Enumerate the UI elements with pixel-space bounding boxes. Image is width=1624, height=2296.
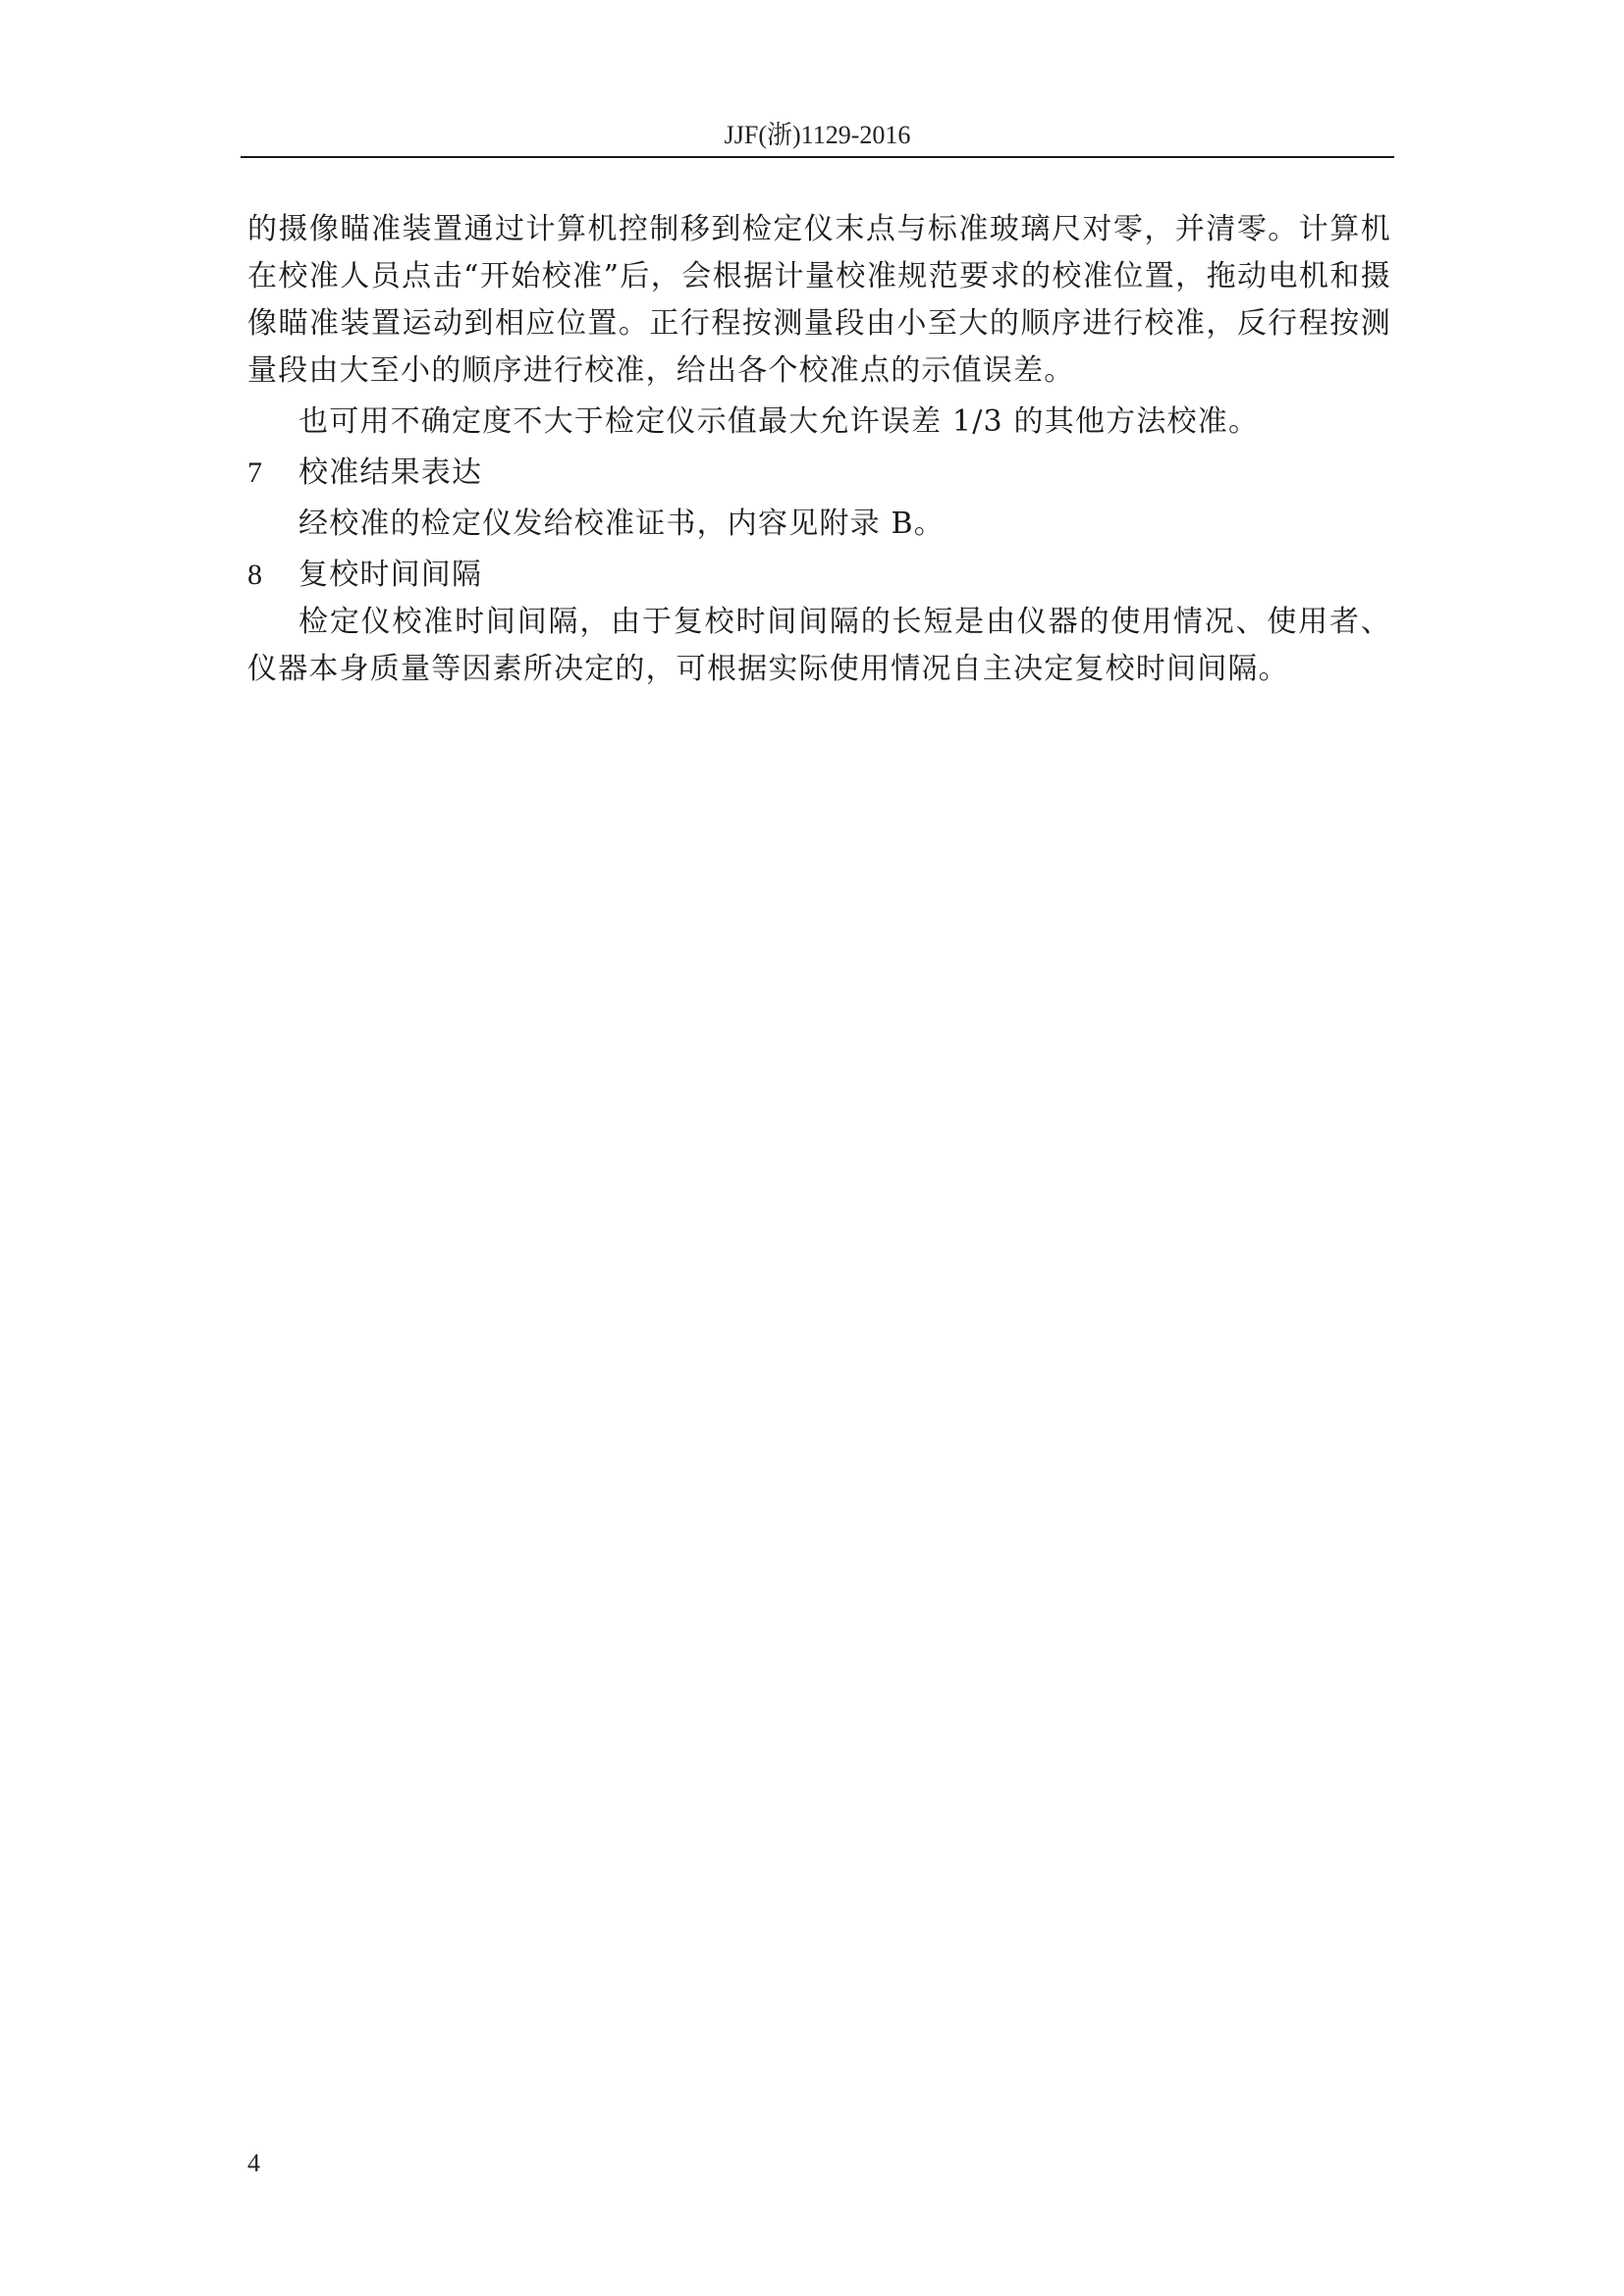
- section-7-heading: [247, 450, 1391, 497]
- running-header: JJF(浙)1129-2016: [724, 121, 911, 149]
- header-rule: [241, 156, 1394, 158]
- section-8-heading: [247, 552, 1391, 599]
- page-number: 4: [247, 2149, 260, 2177]
- paragraph-continuation: 的摄像瞄准装置通过计算机控制移到检定仪末点与标准玻璃尺对零，并清零。计算机在校准人员点击“开始校准”后，会根据计量校准规范要求的校准位置，拖动电机和摄像瞄准装置运动到相应位置。正行程按测量段由小至大的顺序进行校准，反行程按测量段由大至小的顺序进行校准，给出各个校准点的示值误差。: [247, 212, 1391, 388]
- section-title: 校准结果表达: [298, 455, 483, 490]
- section-number: 7: [247, 456, 264, 489]
- section-7-text: 经校准的检定仪发给校准证书，内容见附录 B。: [298, 507, 945, 541]
- paragraph-alternative-method: 也可用不确定度不大于检定仪示值最大允许误差 1/3 的其他方法校准。: [298, 404, 1260, 439]
- section-8-text: 检定仪校准时间间隔，由于复校时间间隔的长短是由仪器的使用情况、使用者、仪器本身质量等因素所决定的，可根据实际使用情况自主决定复校时间间隔。: [247, 605, 1391, 686]
- page-body: [247, 206, 1391, 693]
- section-number: 8: [247, 559, 264, 591]
- section-title: 复校时间间隔: [298, 558, 483, 592]
